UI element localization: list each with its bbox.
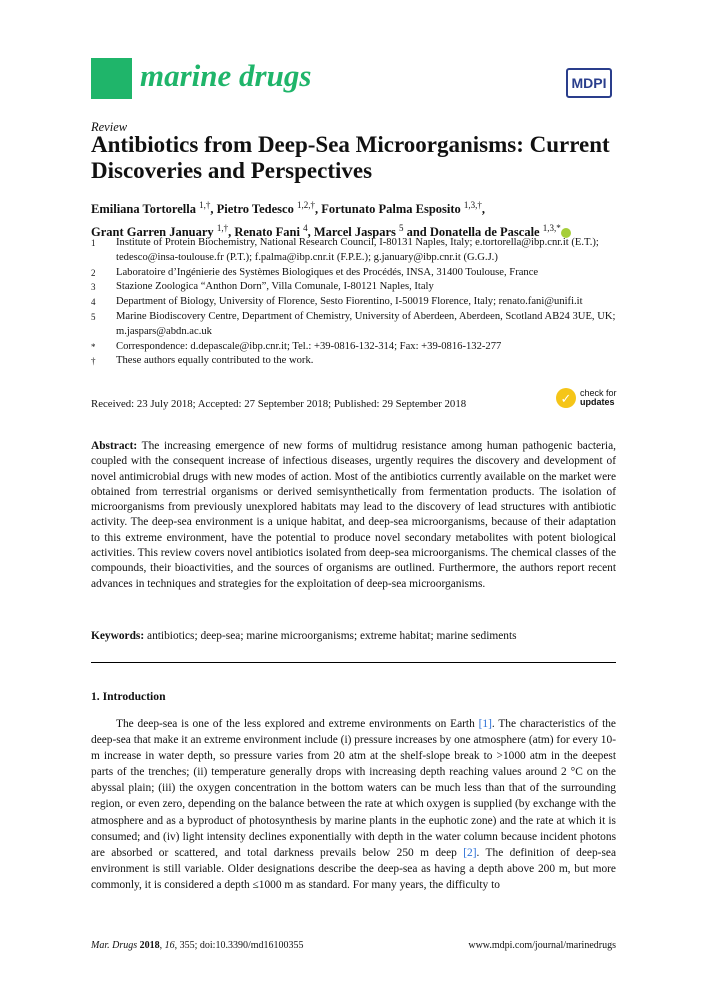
- footer-journal: Mar. Drugs: [91, 940, 138, 951]
- author-affiliation-marks: 1,3,†: [463, 200, 482, 210]
- author-affiliation-marks: 1,†: [216, 223, 229, 234]
- author-name: Emiliana Tortorella: [91, 202, 196, 217]
- affiliation-text: Laboratoire d’Ingénierie des Systèmes Biologiques et des Procédés, INSA, 31400 Toulouse, France: [116, 266, 539, 278]
- affiliation-item: [91, 295, 621, 310]
- footer-volume: 16: [164, 940, 175, 951]
- checkmark-icon: ✓: [556, 388, 576, 408]
- abstract-label: Abstract:: [91, 440, 138, 452]
- publication-dates: Received: 23 July 2018; Accepted: 27 September 2018; Published: 29 September 2018: [91, 398, 467, 410]
- journal-logo-icon: [91, 58, 132, 99]
- affiliation-number: *: [91, 341, 96, 352]
- keywords-label: Keywords:: [91, 630, 145, 642]
- author-name: Grant Garren January: [91, 225, 214, 240]
- affiliation-text: Correspondence: d.depascale@ibp.cnr.it; Tel.: +39-0816-132-314; Fax: +39-0816-132-277: [116, 340, 502, 352]
- abstract-text: The increasing emergence of new forms of multidrug resistance among human pathogenic bacteria, coupled with the consequent increase of infectious diseases, urgently requires the discovery and development of novel antimicrobial drugs with new modes of action. Most of the antibiotics currently available on the market were obtained from terrestrial organisms or derived semisynthetically from fermentation products. The isolation of microorganisms from previously unexplored habitats may lead to the discovery of lead structures with antibiotic activity. The deep-sea environment is a unique habitat, and deep-sea microorganisms, because of their adaptation to this extreme environment, have the potential to produce novel secondary metabolites with potent biological activities. This review covers novel antibiotics isolated from deep-sea microorganisms. The chemical classes of the compounds, their bioactivities, and the sources of organisms are outlined. Furthermore, the authors report recent advances in techniques and strategies for the exploitation of deep-sea microorganisms.: [91, 440, 616, 590]
- footer-citation: Mar. Drugs 2018, 16, 355; doi:10.3390/md16100355: [91, 940, 304, 951]
- author-affiliation-marks: 1,3,*: [542, 223, 561, 234]
- author-affiliation-marks: 5: [398, 223, 404, 234]
- author-name: Fortunato Palma Esposito: [321, 202, 461, 217]
- footer-year: 2018: [139, 940, 160, 951]
- affiliation-item: [91, 340, 621, 355]
- citation-link[interactable]: [2]: [463, 846, 477, 859]
- check-label: check for: [580, 388, 617, 398]
- article-type: Review: [91, 120, 128, 134]
- mdpi-logo: MDPI: [566, 68, 612, 98]
- divider: [91, 662, 616, 663]
- intro-text: . The characteristics of the deep-sea that make it an extreme environment include (i) pressure increases by one atmosphere (atm) for every 10-m increase in water depth, so pressure varies from 20 atm at the shelf-slope break to >1000 atm in the deepest parts of the trenches; (ii) temperature generally drops with increasing depth reaching values around 2 °C on the abyssal plain; (iii) the oxygen concentration in the bottom waters can be much less than that of the surrounding region, or even zero, depending on the balance between the rate at which oxygen is supplied (by exchange with the atmosphere and as a byproduct of photosynthesis by marine plants in the euphotic zone) and the rate at which it is consumed; and (iv) light intensity declines exponentially with depth in the water column because incident photons are absorbed or scattered, and total darkness prevails below 250 m deep: [91, 718, 616, 859]
- and-text: and: [406, 225, 427, 240]
- author-affiliation-marks: 1,2,†: [296, 200, 315, 210]
- author-affiliation-marks: 4: [303, 223, 308, 234]
- affiliation-number: 5: [91, 311, 96, 322]
- keywords: [91, 630, 616, 642]
- author-name: Renato Fani: [234, 225, 300, 240]
- affiliation-number: 1: [91, 238, 96, 248]
- article-title: Antibiotics from Deep-Sea Microorganisms: Current Discoveries and Perspectives: [91, 132, 610, 183]
- affiliation-number: 3: [91, 282, 96, 293]
- affiliation-item: [91, 266, 621, 281]
- affiliation-item: [91, 354, 621, 369]
- keywords-text: antibiotics; deep-sea; marine microorganisms; extreme habitat; marine sediments: [147, 630, 517, 642]
- citation-link[interactable]: [1]: [478, 718, 492, 730]
- affiliation-text: Department of Biology, University of Florence, Sesto Fiorentino, I-50019 Florence, Italy; renato.fani@unifi.it: [116, 296, 583, 308]
- author-name: Marcel Jaspars: [313, 225, 396, 240]
- section-heading: 1. Introduction: [91, 690, 166, 703]
- affiliation-text: Stazione Zoologica “Anthon Dorn”, Villa Comunale, I-80121 Naples, Italy: [116, 281, 434, 293]
- affiliation-number: †: [91, 356, 96, 367]
- affiliation-text: Marine Biodiscovery Centre, Department of Chemistry, University of Aberdeen, Aberdeen, Scotland AB24 3UE, UK; m.jaspars@abdn.ac.uk: [116, 310, 616, 337]
- intro-paragraph: [91, 716, 616, 893]
- affiliation-number: 4: [91, 297, 96, 308]
- affiliation-item: [91, 310, 621, 340]
- affiliation-item: [91, 280, 621, 295]
- affiliation-text: Institute of Protein Biochemistry, National Research Council, I-80131 Naples, Italy; e.tortorella@ibp.cnr.it (E.T.); tedesco@insa-toulouse.fr (P.T.); f.palma@ibp.cnr.it (F.P.E.); g.january@ibp.cnr.it (G.G.J.): [116, 237, 599, 263]
- affiliation-item: [91, 236, 621, 266]
- author-name: Donatella de Pascale: [429, 225, 540, 240]
- author-list: Emiliana Tortorella $^{1,\dagger}$, Pietro Tedesco $^{1,2,\dagger}$, Fortunato Palma Esposito $^{1,3,\dagger}$, Grant Garren January $^{1,\dagger}$, Renato Fani $^4$, Marcel Jaspars $^5$ and Donatella de Pascale $^{1,3,*}$: [91, 196, 621, 242]
- footer-url[interactable]: www.mdpi.com/journal/marinedrugs: [468, 940, 616, 951]
- affiliation-text: These authors equally contributed to the work.: [116, 355, 314, 367]
- intro-text: . The definition of deep-sea environment is still variable. Older designations describe the deep-sea as having a depth above 200 m, but more commonly, it is considered a depth ≤1000 m as standard. For many years, the difficulty to: [91, 846, 616, 891]
- footer-doi: , 355; doi:10.3390/md16100355: [174, 940, 304, 951]
- author-affiliation-marks: 1,†: [199, 200, 211, 210]
- author-name: Pietro Tedesco: [216, 202, 294, 217]
- journal-name: marine drugs: [140, 58, 312, 93]
- check-for-updates-button[interactable]: [556, 388, 617, 408]
- affiliation-number: 2: [91, 267, 96, 278]
- intro-text: The deep-sea is one of the less explored and extreme environments on Earth: [116, 718, 479, 730]
- updates-label: updates: [580, 397, 615, 407]
- abstract: [91, 439, 616, 592]
- affiliations: [91, 236, 621, 369]
